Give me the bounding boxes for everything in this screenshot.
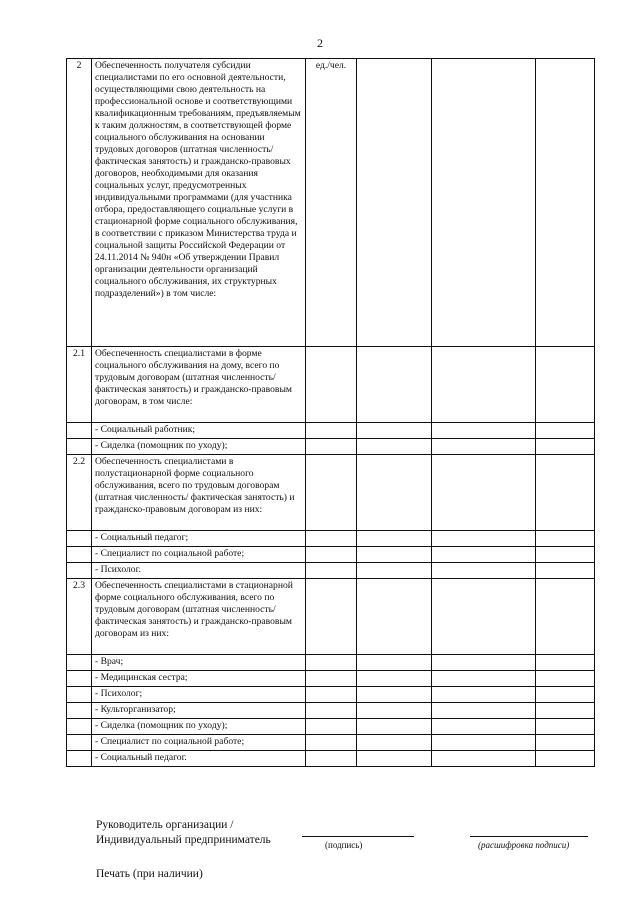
value-cell xyxy=(536,579,595,655)
row-description: - Психолог; xyxy=(92,687,306,703)
unit-cell: ед./чел. xyxy=(306,59,357,347)
value-cell xyxy=(536,547,595,563)
value-cell xyxy=(536,687,595,703)
row-number: 2 xyxy=(67,59,92,347)
value-cell xyxy=(357,671,432,687)
row-description: Обеспеченность специалистами в полустационарной форме социального обслуживания, всего по трудовым договорам (штатная численность/ фактическая занятость) и гражданско-правовым договорам из них: xyxy=(92,455,306,531)
value-cell xyxy=(306,687,357,703)
signature-caption: (подпись) xyxy=(325,840,363,850)
value-cell xyxy=(432,547,536,563)
value-cell xyxy=(306,439,357,455)
value-cell xyxy=(357,735,432,751)
value-cell xyxy=(357,751,432,767)
value-cell xyxy=(536,59,595,347)
value-cell xyxy=(357,439,432,455)
row-description: - Медицинская сестра; xyxy=(92,671,306,687)
value-cell xyxy=(432,751,536,767)
table-row xyxy=(67,687,595,703)
row-description: - Специалист по социальной работе; xyxy=(92,735,306,751)
value-cell xyxy=(306,719,357,735)
stamp-label: Печать (при наличии) xyxy=(96,868,203,880)
row-description: - Сиделка (помощник по уходу); xyxy=(92,439,306,455)
value-cell xyxy=(306,455,357,531)
table-row xyxy=(67,547,595,563)
row-number xyxy=(67,671,92,687)
value-cell xyxy=(357,563,432,579)
row-number xyxy=(67,735,92,751)
table-row xyxy=(67,735,595,751)
head-title-line1: Руководитель организации / xyxy=(96,819,234,831)
value-cell xyxy=(306,751,357,767)
value-cell xyxy=(432,347,536,423)
row-number xyxy=(67,751,92,767)
value-cell xyxy=(536,655,595,671)
value-cell xyxy=(357,531,432,547)
value-cell xyxy=(357,423,432,439)
value-cell xyxy=(536,455,595,531)
row-number xyxy=(67,687,92,703)
specialists-table xyxy=(66,58,595,767)
row-description: - Социальный педагог. xyxy=(92,751,306,767)
value-cell xyxy=(306,531,357,547)
value-cell xyxy=(432,719,536,735)
table-row xyxy=(67,455,595,531)
value-cell xyxy=(306,547,357,563)
value-cell xyxy=(306,423,357,439)
value-cell xyxy=(306,563,357,579)
row-description: - Социальный работник; xyxy=(92,423,306,439)
value-cell xyxy=(536,719,595,735)
table-row xyxy=(67,751,595,767)
value-cell xyxy=(432,59,536,347)
row-description: - Сиделка (помощник по уходу); xyxy=(92,719,306,735)
value-cell xyxy=(357,455,432,531)
table-row xyxy=(67,655,595,671)
table-row xyxy=(67,531,595,547)
value-cell xyxy=(432,563,536,579)
table-row xyxy=(67,703,595,719)
head-title-line2: Индивидуальный предприниматель xyxy=(96,833,271,846)
table-row xyxy=(67,347,595,423)
value-cell xyxy=(536,563,595,579)
value-cell xyxy=(306,671,357,687)
row-description: - Культорганизатор; xyxy=(92,703,306,719)
value-cell xyxy=(357,59,432,347)
row-description: - Специалист по социальной работе; xyxy=(92,547,306,563)
value-cell xyxy=(357,719,432,735)
table-row xyxy=(67,59,595,347)
table-row xyxy=(67,439,595,455)
row-description: - Психолог. xyxy=(92,563,306,579)
table-row xyxy=(67,671,595,687)
row-number xyxy=(67,531,92,547)
value-cell xyxy=(306,655,357,671)
value-cell xyxy=(432,703,536,719)
value-cell xyxy=(536,735,595,751)
row-number xyxy=(67,439,92,455)
row-description: Обеспеченность специалистами в стационарной форме социального обслуживания, всего по трудовым договорам (штатная численность/ фактическая занятость) и гражданско-правовым договорам из них: xyxy=(92,579,306,655)
row-description: - Врач; xyxy=(92,655,306,671)
decryption-line xyxy=(470,836,588,837)
value-cell xyxy=(432,579,536,655)
row-number xyxy=(67,703,92,719)
signature-line xyxy=(302,836,414,837)
value-cell xyxy=(432,423,536,439)
value-cell xyxy=(432,455,536,531)
value-cell xyxy=(306,579,357,655)
value-cell xyxy=(536,439,595,455)
value-cell xyxy=(536,751,595,767)
decryption-caption: (расшифровка подписи) xyxy=(478,840,570,850)
value-cell xyxy=(536,347,595,423)
value-cell xyxy=(536,703,595,719)
value-cell xyxy=(357,687,432,703)
row-number xyxy=(67,563,92,579)
value-cell xyxy=(306,347,357,423)
value-cell xyxy=(357,655,432,671)
table-row xyxy=(67,719,595,735)
value-cell xyxy=(357,579,432,655)
value-cell xyxy=(357,347,432,423)
row-description: Обеспеченность специалистами в форме социального обслуживания на дому, всего по трудовым договорам (штатная численность/ фактическая занятость) и гражданско-правовым договорам, в том числе: xyxy=(92,347,306,423)
value-cell xyxy=(306,735,357,751)
row-number xyxy=(67,719,92,735)
row-number xyxy=(67,655,92,671)
table-row xyxy=(67,579,595,655)
value-cell xyxy=(536,531,595,547)
row-number: 2.1 xyxy=(67,347,92,423)
value-cell xyxy=(432,439,536,455)
value-cell xyxy=(432,735,536,751)
value-cell xyxy=(357,547,432,563)
value-cell xyxy=(536,423,595,439)
value-cell xyxy=(432,687,536,703)
value-cell xyxy=(432,531,536,547)
signature-block xyxy=(96,818,271,848)
table-row xyxy=(67,423,595,439)
row-number xyxy=(67,547,92,563)
value-cell xyxy=(432,671,536,687)
row-number xyxy=(67,423,92,439)
page-number: 2 xyxy=(317,36,323,50)
value-cell xyxy=(432,655,536,671)
row-description: - Социальный педагог; xyxy=(92,531,306,547)
row-number: 2.3 xyxy=(67,579,92,655)
table-row xyxy=(67,563,595,579)
row-number: 2.2 xyxy=(67,455,92,531)
value-cell xyxy=(357,703,432,719)
row-description: Обеспеченность получателя субсидии специалистами по его основной деятельности, осуществляющими свою деятельность на профессиональной основе и соответствующими квалификационным требованиям, предъявляемым к таким должностям, в соответствующей форме социального обслуживания на основании трудовых договоров (штатная численность/ фактическая занятость) и гражданско-правовых договоров, необходимыми для оказания социальных услуг, предусмотренных индивидуальными программами (для участника отбора, предоставляющего социальные услуги в стационарной форме социального обслуживания, в соответствии с приказом Министерства труда и социальной защиты Российской Федерации от 24.11.2014 № 940н «Об утверждении Правил организации деятельности организаций социального обслуживания, их структурных подразделений») в том числе: xyxy=(92,59,306,347)
value-cell xyxy=(536,671,595,687)
value-cell xyxy=(306,703,357,719)
